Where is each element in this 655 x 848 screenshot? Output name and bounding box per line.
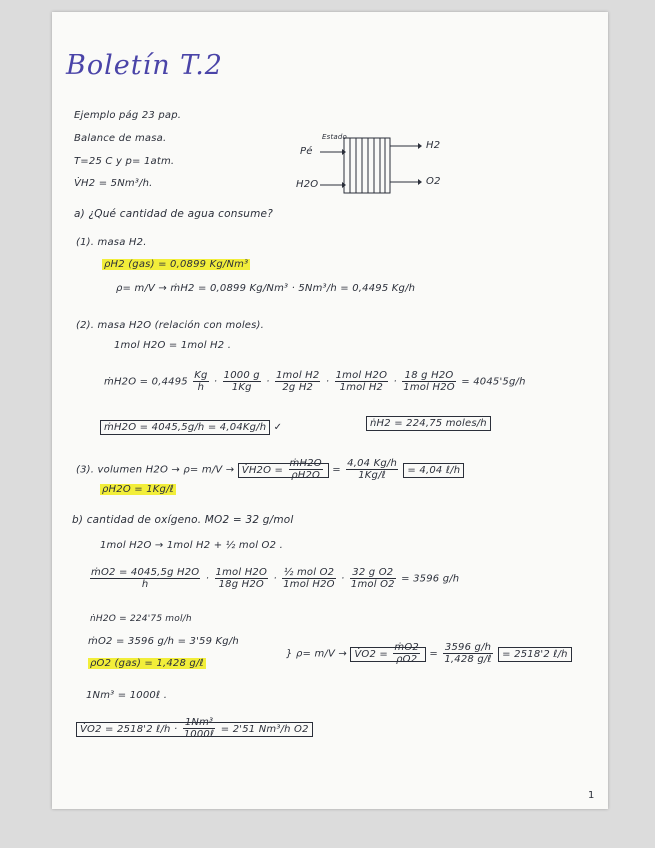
mole-relation: 1mol H2O = 1mol H2 . [114,340,232,351]
question-b: b) cantidad de oxígeno. MO2 = 32 g/mol [72,514,294,526]
mass-o2-calc: $\frac{\text{ṁO2 = 4045,5g H2O}}{h}$ · $\frac{\text{1mol H2O}}{\text{18g H2O}}$ · $\frac{\text{½ mol O2}}{\text{1mol H2O}}$ · $\frac{\text{32 g O2}}{\text{1mol O2}}$ = 3596 g/h [91,567,460,590]
page-title: Boletín T.2 [66,50,223,81]
diagram-input-2: H2O [296,179,319,190]
diagram-label: Estado [322,133,348,141]
step-3: (3). volumen H2O → ρ= m/V → V̇H2O = $\frac{\text{ṁH2O}}{\rho H2O}$ = $\frac{4,04 Kg/h}{\text{1Kg/ℓ}}$ = 4,04 ℓ/h [76,458,464,481]
nm3-conversion: 1Nm³ = 1000ℓ . [86,690,168,701]
volume-o2-calc: } ρ= m/V → V̇O2 = $\frac{\text{ṁO2}}{\rho O2}$ = $\frac{3596 g/h}{\text{1,428 g/ℓ}}$ = 2518'2 ℓ/h [286,642,572,665]
final-result: V̇O2 = 2518'2 ℓ/h · $\frac{\text{1Nm³}}{\text{1000ℓ}}$ = 2'51 Nm³/h O2 [76,717,313,740]
step-2: (2). masa H2O (relación con moles). [76,320,265,331]
text-line: T=25 C y p= 1atm. [74,156,175,167]
rho-h2o: ρH2O = 1Kg/ℓ [102,484,175,495]
mass-h2o-calc: ṁH2O = 0,4495 $\frac{Kg}{h}$ · $\frac{1000 g}{1Kg}$ · $\frac{\text{1mol H2}}{\text{2g H2}}$ · $\frac{\text{1mol H2O}}{\text{1mol H2}}$ · $\frac{\text{18 g H2O}}{\text{1mol H2O}}$ = 4045'5g/h [104,370,526,393]
rho-o2: ρO2 (gas) = 1,428 g/ℓ [90,658,204,669]
diagram-input-1: Pé [300,146,313,157]
text-line: Ejemplo pág 23 pap. [74,110,182,121]
mass-h2o-result: ṁH2O = 4045,5g/h = 4,04Kg/h ✓ [100,422,282,433]
question-a: a) ¿Qué cantidad de agua consume? [74,208,273,220]
text-line: V̇H2 = 5Nm³/h. [74,178,153,189]
diagram-output-1: H2 [426,140,441,151]
mass-o2: ṁO2 = 3596 g/h = 3'59 Kg/h [88,636,239,647]
moles-h2o: ṅH2O = 224'75 mol/h [90,614,192,624]
step-1: (1). masa H2. [76,237,147,248]
mass-h2-equation: ρ= m/V → ṁH2 = 0,0899 Kg/Nm³ · 5Nm³/h = 0,4495 Kg/h [116,283,416,294]
diagram-output-2: O2 [426,176,441,187]
rho-h2: ρH2 (gas) = 0,0899 Kg/Nm³ [104,259,249,270]
reaction-equation: 1mol H2O → 1mol H2 + ½ mol O2 . [100,540,283,551]
text-line: Balance de masa. [74,133,167,144]
moles-h2-result: ṅH2 = 224,75 moles/h [366,418,491,429]
page-number: 1 [588,790,595,801]
